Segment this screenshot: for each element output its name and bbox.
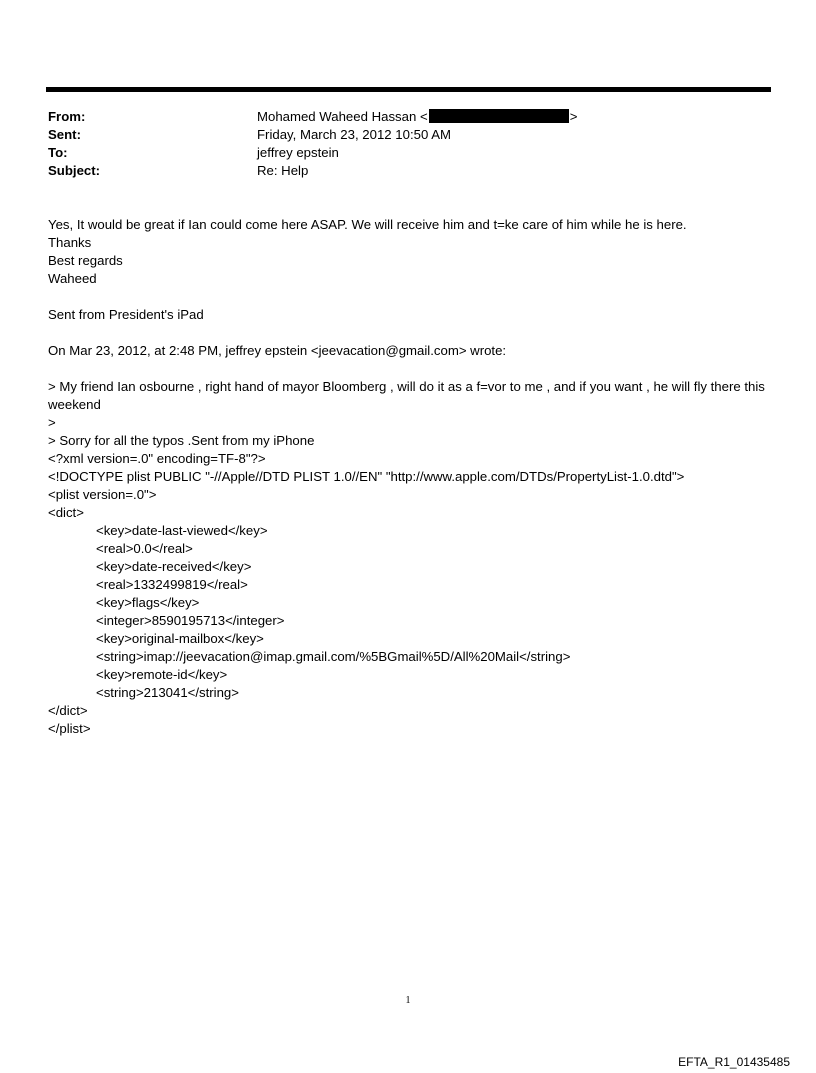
dict-line: <string>213041</string>	[96, 685, 239, 700]
body-line	[48, 288, 778, 306]
body-line: On Mar 23, 2012, at 2:48 PM, jeffrey epstein <jeevacation@gmail.com> wrote:	[48, 343, 507, 358]
dict-line: <real>1332499819</real>	[96, 577, 248, 592]
subject-value: Re: Help	[257, 163, 309, 178]
to-label: To:	[48, 145, 68, 160]
dict-line: <real>0.0</real>	[96, 541, 193, 556]
closing-line: </dict>	[48, 703, 88, 718]
closing-line: </plist>	[48, 721, 91, 736]
body-line: Sent from President's iPad	[48, 307, 204, 322]
body-line: > Sorry for all the typos .Sent from my iPhone	[48, 433, 315, 448]
email-body	[48, 216, 778, 738]
dict-line: <key>date-last-viewed</key>	[96, 523, 268, 538]
body-line: Thanks	[48, 235, 92, 250]
body-line: <?xml version=.0" encoding=TF-8"?>	[48, 451, 266, 466]
body-line: >	[48, 415, 56, 430]
body-line: Best regards	[48, 253, 123, 268]
from-value-suffix: >	[569, 109, 578, 124]
redaction-block	[429, 109, 569, 123]
to-row	[48, 144, 577, 162]
from-value-prefix: Mohamed Waheed Hassan <	[257, 109, 428, 124]
to-value: jeffrey epstein	[257, 145, 339, 160]
subject-row	[48, 162, 577, 180]
dict-line: <key>date-received</key>	[96, 559, 252, 574]
subject-label: Subject:	[48, 163, 101, 178]
header-divider	[46, 87, 771, 92]
sent-row	[48, 126, 577, 144]
page-number: 1	[405, 995, 411, 1006]
body-line: Waheed	[48, 271, 97, 286]
dict-line: <key>remote-id</key>	[96, 667, 228, 682]
body-line: <plist version=.0">	[48, 487, 157, 502]
body-line: > My friend Ian osbourne , right hand of mayor Bloomberg , will do it as a f=vor to me , and if you want , he will fly there this weekend	[48, 379, 769, 412]
sent-label: Sent:	[48, 127, 81, 142]
dict-line: <integer>8590195713</integer>	[96, 613, 285, 628]
body-line: Yes, It would be great if Ian could come here ASAP. We will receive him and t=ke care of him while he is here.	[48, 217, 687, 232]
dict-line: <string>imap://jeevacation@imap.gmail.com/%5BGmail%5D/All%20Mail</string>	[96, 649, 571, 664]
from-value	[257, 108, 577, 126]
from-label: From:	[48, 109, 86, 124]
document-id: EFTA_R1_01435485	[678, 1055, 790, 1069]
body-line: <!DOCTYPE plist PUBLIC "-//Apple//DTD PLIST 1.0//EN" "http://www.apple.com/DTDs/PropertyList-1.0.dtd">	[48, 469, 685, 484]
sent-value: Friday, March 23, 2012 10:50 AM	[257, 127, 452, 142]
body-line	[48, 360, 778, 378]
body-line: <dict>	[48, 505, 84, 520]
dict-line: <key>original-mailbox</key>	[96, 631, 264, 646]
dict-line: <key>flags</key>	[96, 595, 200, 610]
body-line	[48, 324, 778, 342]
email-header	[48, 108, 577, 180]
from-row	[48, 108, 577, 126]
